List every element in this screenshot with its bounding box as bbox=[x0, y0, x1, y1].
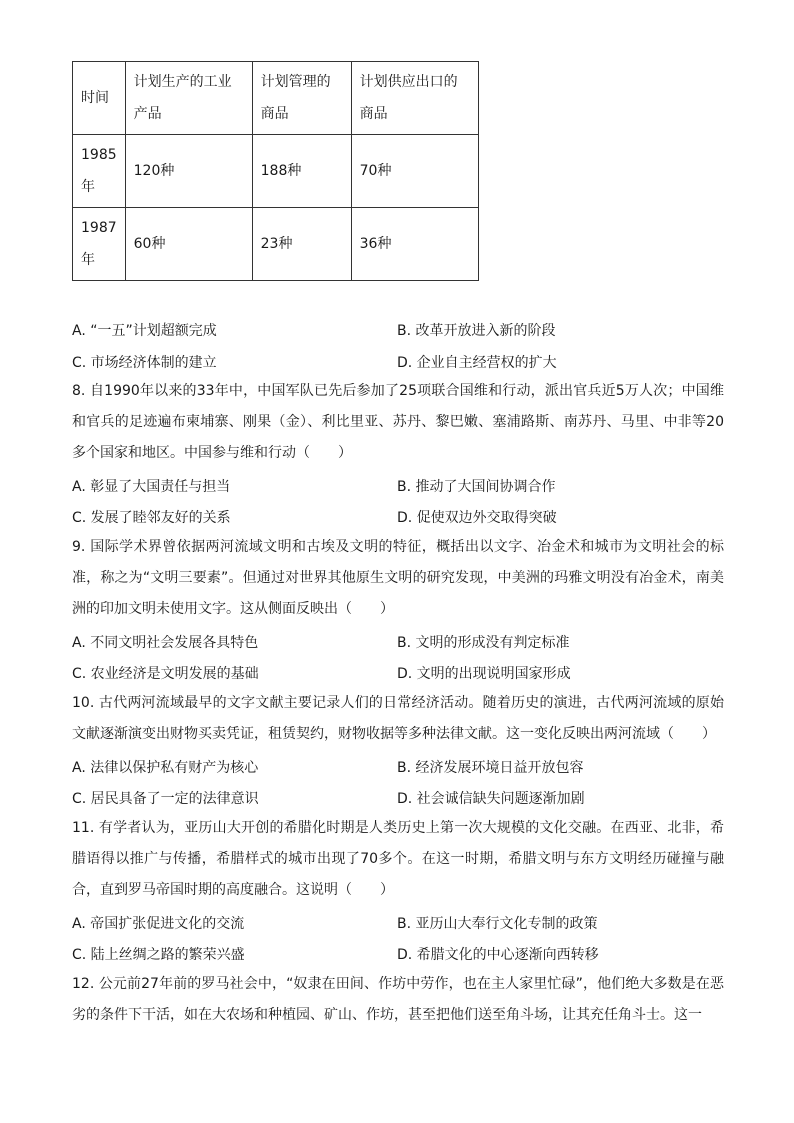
q8-option-c: C. 发展了睦邻友好的关系 bbox=[72, 510, 231, 526]
q10-option-b: B. 经济发展环境日益开放包容 bbox=[397, 760, 584, 776]
table-row bbox=[73, 208, 479, 281]
table-cell: 1985年 bbox=[73, 135, 126, 208]
table-cell: 70种 bbox=[351, 135, 478, 208]
q9-option-a: A. 不同文明社会发展各具特色 bbox=[72, 635, 259, 651]
q10-option-c: C. 居民具备了一定的法律意识 bbox=[72, 791, 259, 807]
table-header-cell: 计划供应出口的商品 bbox=[351, 62, 478, 135]
table-cell: 1987年 bbox=[73, 208, 126, 281]
q12-stem: 12. 公元前27年前的罗马社会中，“奴隶在田间、作坊中劳作，也在主人家里忙碌”，他们绝大多数是在恶劣的条件下干活，如在大农场和种植园、矿山、作坊，甚至把他们送至角斗场，让其充任角斗士。这一 bbox=[72, 976, 724, 1023]
q11-option-c: C. 陆上丝绸之路的繁荣兴盛 bbox=[72, 947, 245, 963]
q9-option-c: C. 农业经济是文明发展的基础 bbox=[72, 666, 259, 682]
q11-option-a: A. 帝国扩张促进文化的交流 bbox=[72, 916, 245, 932]
q9-stem: 9. 国际学术界曾依据两河流域文明和古埃及文明的特征，概括出以文字、冶金术和城市为文明社会的标准，称之为“文明三要素”。但通过对世界其他原生文明的研究发现，中美洲的玛雅文明没有冶金术，南美洲的印加文明未使用文字。这从侧面反映出（ ） bbox=[72, 539, 724, 617]
q10-stem: 10. 古代两河流域最早的文字文献主要记录人们的日常经济活动。随着历史的演进，古代两河流域的原始文献逐渐演变出财物买卖凭证，租赁契约，财物收据等多种法律文献。这一变化反映出两河流域（ ） bbox=[72, 695, 724, 742]
q7-option-c: C. 市场经济体制的建立 bbox=[72, 355, 217, 371]
q8-option-b: B. 推动了大国间协调合作 bbox=[397, 479, 556, 495]
table-cell: 188种 bbox=[252, 135, 351, 208]
q7-option-d: D. 企业自主经营权的扩大 bbox=[397, 355, 557, 371]
q7-option-a: A. “一五”计划超额完成 bbox=[72, 323, 217, 339]
table-row bbox=[73, 135, 479, 208]
table-header-row bbox=[73, 62, 479, 135]
table-header-cell: 计划生产的工业产品 bbox=[125, 62, 252, 135]
q10-option-a: A. 法律以保护私有财产为核心 bbox=[72, 760, 259, 776]
q8-option-d: D. 促使双边外交取得突破 bbox=[397, 510, 557, 526]
statistics-table bbox=[72, 61, 479, 281]
q9-option-d: D. 文明的出现说明国家形成 bbox=[397, 666, 571, 682]
table-header-cell: 计划管理的商品 bbox=[252, 62, 351, 135]
q11-stem: 11. 有学者认为，亚历山大开创的希腊化时期是人类历史上第一次大规模的文化交融。在西亚、北非，希腊语得以推广与传播，希腊样式的城市出现了70多个。在这一时期，希腊文明与东方文明经历碰撞与融合，直到罗马帝国时期的高度融合。这说明（ ） bbox=[72, 820, 724, 898]
table-cell: 23种 bbox=[252, 208, 351, 281]
q8-stem: 8. 自1990年以来的33年中，中国军队已先后参加了25项联合国维和行动，派出官兵近5万人次；中国维和官兵的足迹遍布柬埔寨、刚果（金）、利比里亚、苏丹、黎巴嫩、塞浦路斯、南苏丹、马里、中非等20多个国家和地区。中国参与维和行动（ ） bbox=[72, 383, 724, 461]
q11-option-d: D. 希腊文化的中心逐渐向西转移 bbox=[397, 947, 599, 963]
table-cell: 60种 bbox=[125, 208, 252, 281]
table-cell: 120种 bbox=[125, 135, 252, 208]
q8-option-a: A. 彰显了大国责任与担当 bbox=[72, 479, 231, 495]
q7-option-b: B. 改革开放进入新的阶段 bbox=[397, 323, 556, 339]
table-cell: 36种 bbox=[351, 208, 478, 281]
q9-option-b: B. 文明的形成没有判定标准 bbox=[397, 635, 570, 651]
q10-option-d: D. 社会诚信缺失问题逐渐加剧 bbox=[397, 791, 585, 807]
table-header-cell: 时间 bbox=[73, 62, 126, 135]
q11-option-b: B. 亚历山大奉行文化专制的政策 bbox=[397, 916, 598, 932]
